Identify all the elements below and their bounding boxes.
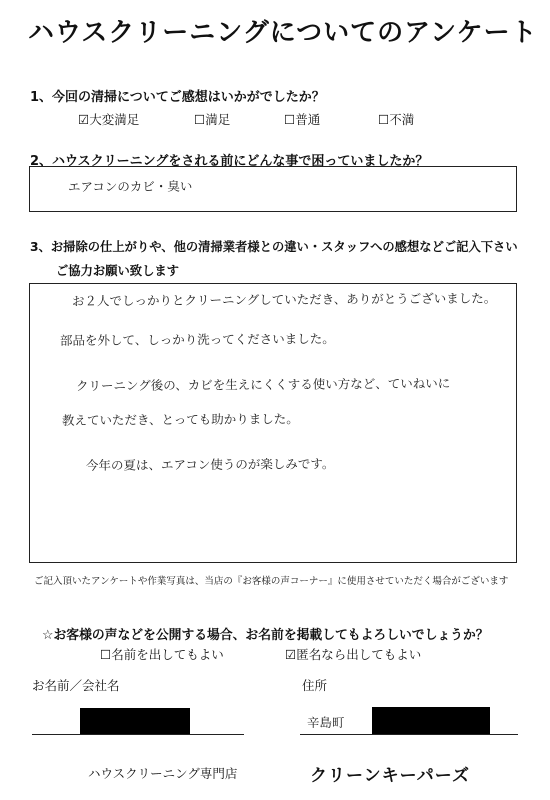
q3-answer-line: 部品を外して、しっかり洗ってくださいました。: [59, 331, 335, 348]
q1-option-dissatisfied[interactable]: ☐不満: [378, 112, 415, 127]
address-redaction: [372, 707, 490, 734]
q1-option-satisfied[interactable]: ☐満足: [194, 112, 231, 127]
publish-option-name[interactable]: ☐名前を出してもよい: [100, 647, 224, 662]
q1-option-very-satisfied[interactable]: ☑大変満足: [78, 112, 140, 127]
q3-answer-line: 今年の夏は、エアコン使うのが楽しみです。: [85, 456, 335, 473]
q3-answer-line: 教えていただき、とっても助かりました。: [61, 411, 299, 428]
usage-notice: ご記入頂いたアンケートや作業写真は、当店の『お客様の声コーナー』に使用させていただく場合がございます: [34, 576, 509, 587]
publish-option-anonymous[interactable]: ☑匿名なら出してもよい: [285, 647, 422, 662]
q3-answer-line: クリーニング後の、カビを生えにくくする使い方など、ていねいに: [75, 375, 451, 394]
name-field-line[interactable]: [32, 734, 244, 735]
name-label: お名前／会社名: [32, 678, 120, 693]
shop-type: ハウスクリーニング専門店: [88, 766, 238, 781]
question-2: 2、ハウスクリーニングをされる前にどんな事で困っていましたか？: [30, 154, 429, 169]
address-value: 辛島町: [306, 714, 345, 731]
q3-answer-line: お２人でしっかりとクリーニングしていただき、ありがとうございました。: [71, 290, 497, 309]
q1-option-normal[interactable]: ☐普通: [284, 112, 321, 127]
page-title: ハウスクリーニングについてのアンケート: [28, 18, 538, 48]
question-1: 1、今回の清掃についてご感想はいかがでしたか？: [30, 90, 325, 105]
publish-question: ☆お客様の声などを公開する場合、お名前を掲載してもよろしいでしょうか？: [42, 628, 489, 643]
name-redaction: [80, 708, 190, 734]
address-field-line[interactable]: [300, 734, 518, 735]
address-label: 住所: [302, 678, 328, 693]
question-3: 3、お掃除の仕上がりや、他の清掃業者様との違い・スタッフへの感想などご記入下さい: [30, 240, 518, 254]
question-3-note: ご協力お願い致します: [56, 264, 179, 278]
q2-answer-text: エアコンのカビ・臭い: [67, 178, 193, 195]
brand-logo: クリーンキーパーズ: [310, 766, 470, 786]
